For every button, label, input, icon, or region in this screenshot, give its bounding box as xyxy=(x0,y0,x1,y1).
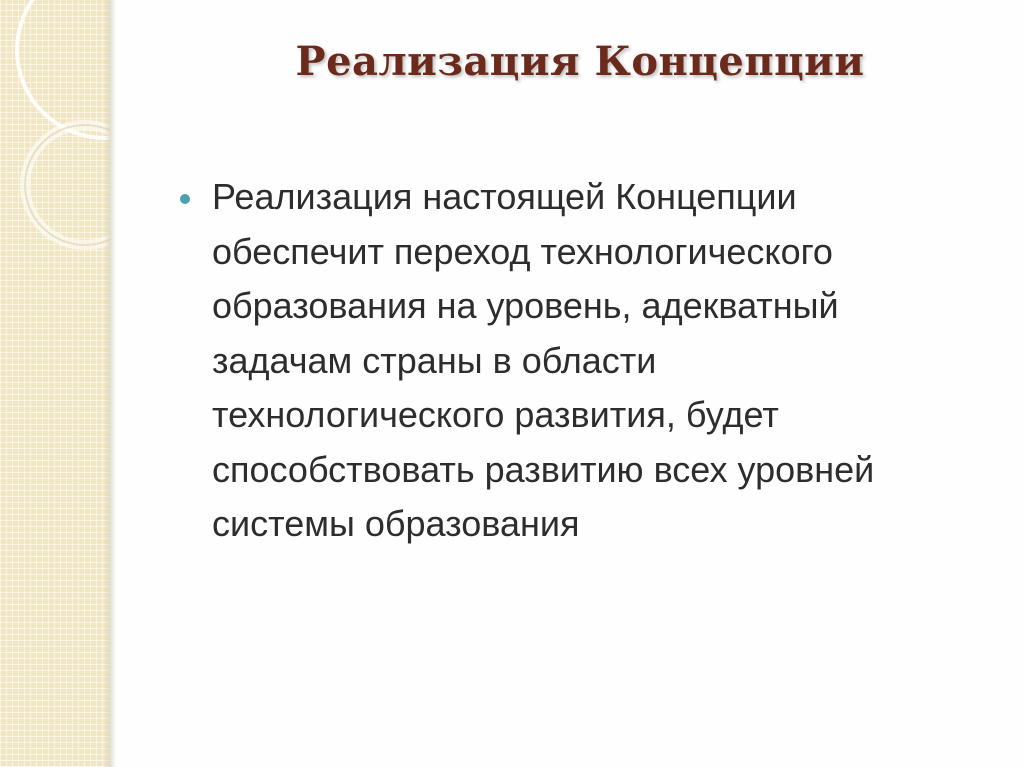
bullet-line: обеспечит переход технологического xyxy=(212,230,833,272)
slide-content xyxy=(180,170,980,552)
bullet-line: способствовать развитию всех уровней xyxy=(212,448,875,490)
slide-title: Реализация Концепции xyxy=(295,38,865,85)
decorative-sidebar xyxy=(0,0,110,767)
decorative-rings xyxy=(0,0,110,300)
bullet-line: задачам страны в области xyxy=(212,339,657,381)
bullet-item xyxy=(180,170,980,552)
bullet-line: технологического развития, будет xyxy=(212,394,779,435)
bullet-line: Реализация настоящей Концепции xyxy=(212,176,797,217)
bullet-text xyxy=(212,170,980,552)
bullet-line: системы образования xyxy=(212,503,580,544)
sidebar-edge xyxy=(110,0,116,767)
bullet-dot-icon xyxy=(180,194,190,204)
bullet-line: образования на уровень, адекватный xyxy=(212,285,839,326)
